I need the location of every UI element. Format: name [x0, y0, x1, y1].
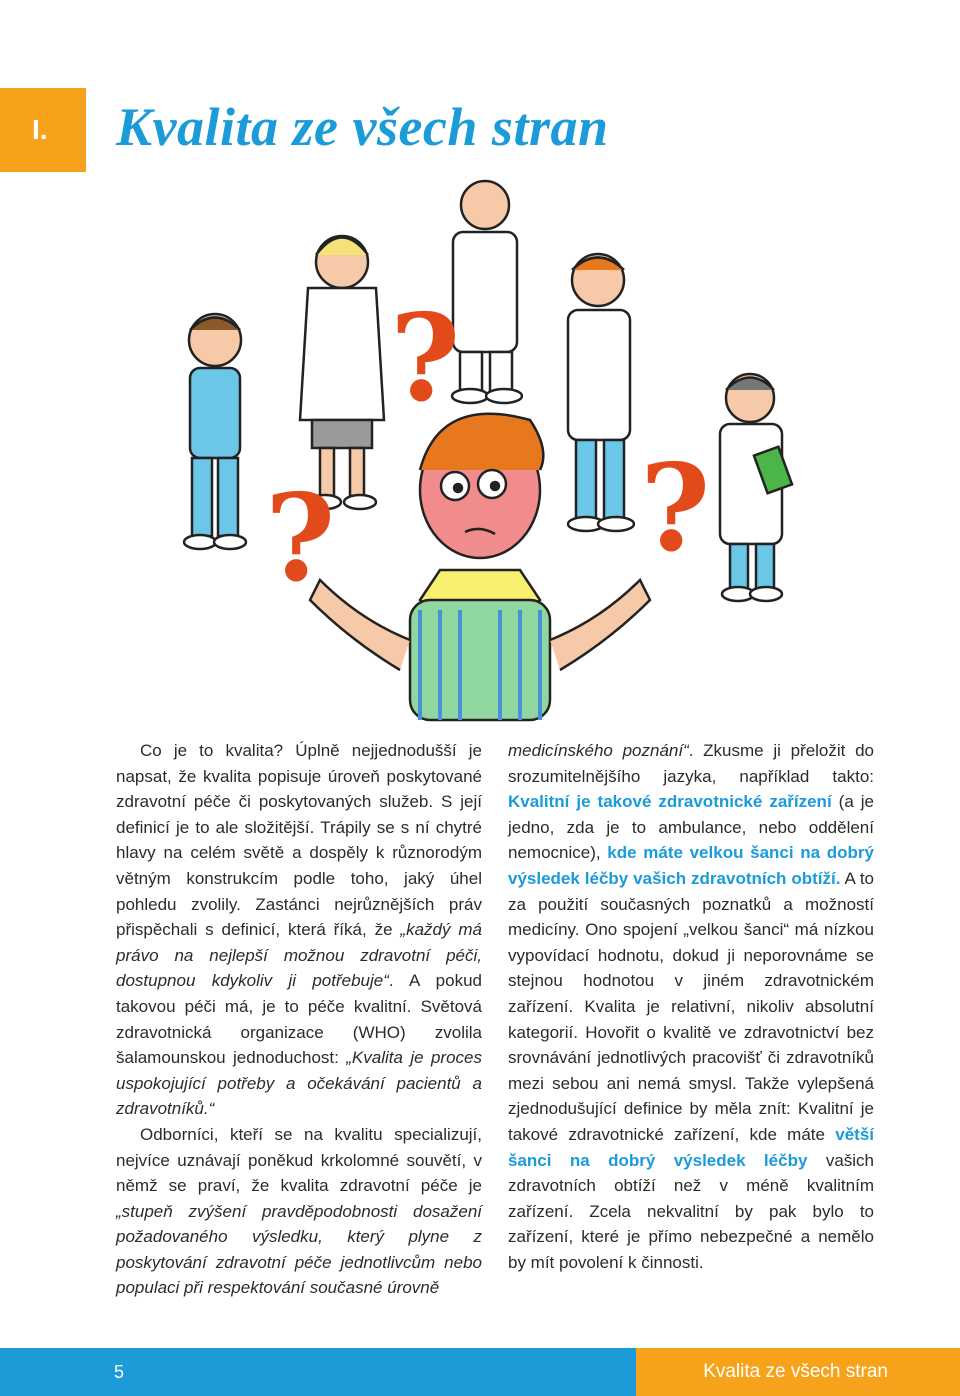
paragraph: Odborníci, kteří se na kvalitu specializují, nejvíce uznávají poněkud krkolomné souvětí, v němž se praví, že kvalita zdravotní péče je „stupeň zvýšení pravděpodobnosti dosažení požadovaného výsledku, který plyne z poskytování zdravotní péče jednotlivcům nebo populaci při respektování současné úrovně — [116, 1124, 482, 1298]
text-column-right — [508, 738, 874, 1275]
illustration-confused-patient-doctors — [120, 170, 840, 730]
question-mark-icon: ? — [640, 438, 711, 579]
doctor-bearded-figure — [452, 181, 522, 403]
chapter-number: I. — [32, 114, 48, 145]
paragraph: Co je to kvalita? Úplně nejjednodušší je napsat, že kvalita popisuje úroveň poskytované zdravotní péče či poskytovaných služeb. S její definicí je to ale složitější. Trápily se s ní chytré hlavy na celém světě a dospěly k různorodým větným konstrukcím podle toho, jaký úhel pohledu zvolily. Zastánci nejrůznějších práv přispěchali s definicí, která říká, že „každý má právo na nejlepší možnou zdravotní péči, dostupnou kdykoliv ji potřebuje“. A pokud takovou péči má, je to péče kvalitní. Světová zdravotnická organizace (WHO) zvolila šalamounskou jednoduchost: „Kvalita je proces uspokojující potřeby a očekávání pacientů a zdravotníků.“ — [116, 741, 482, 1119]
doctor-redhead-figure — [568, 254, 634, 531]
page-title: Kvalita ze všech stran — [116, 97, 609, 157]
doctor-elderly-figure — [720, 374, 792, 601]
page-number: 5 — [114, 1362, 125, 1382]
paragraph: medicínského poznání“. Zkusme ji přeložit do srozumitelnějšího jazyka, například takto: Kvalitní je takové zdravotnické zařízení (a je jedno, zda je to ambulance, nebo oddělení nemocnice), kde máte velkou šanci na dobrý výsledek léčby vašich zdravotních obtíží. A to za použití současných poznatků a možností medicíny. Ono spojení „velkou šanci“ má nízkou vypovídací hodnotu, dokud ji neporovnáme se stejnou hodnotou v jiném zdravotnickém zařízení. Kvalita je relativní, nikoliv absolutní kategorií. Hovořit o kvalitě ve zdravotnictví bez srovnávání jednotlivých pracovišť či zdravotníků mezi sebou ani nemá smysl. Takže vylepšená zjednodušující definice by měla znít: Kvalitní je takové zdravotnické zařízení, kde máte větší šanci na dobrý výsledek léčby vašich zdravotních obtíží než v méně kvalitním zařízení. Zcela nekvalitní by pak bylo to zařízení, které je přímo nebezpečné a nemělo by mít povolení k činnosti. — [508, 741, 875, 1272]
highlighted-text: Kvalitní je takové zdravotnické zařízení — [508, 792, 832, 812]
text-column-left — [116, 738, 482, 1301]
question-mark-icon: ? — [390, 288, 461, 429]
chapter-badge — [0, 88, 86, 172]
highlighted-text: kde máte velkou šanci na dobrý výsledek léčby vašich zdravotních obtíží. — [508, 843, 875, 888]
highlighted-text: větší šanci na dobrý výsledek léčby — [508, 1124, 874, 1170]
doctor-scrubs-figure — [184, 314, 246, 549]
question-mark-icon: ? — [265, 468, 336, 609]
footer-bar-blue — [0, 1348, 636, 1396]
footer-title: Kvalita ze všech stran — [703, 1361, 888, 1382]
